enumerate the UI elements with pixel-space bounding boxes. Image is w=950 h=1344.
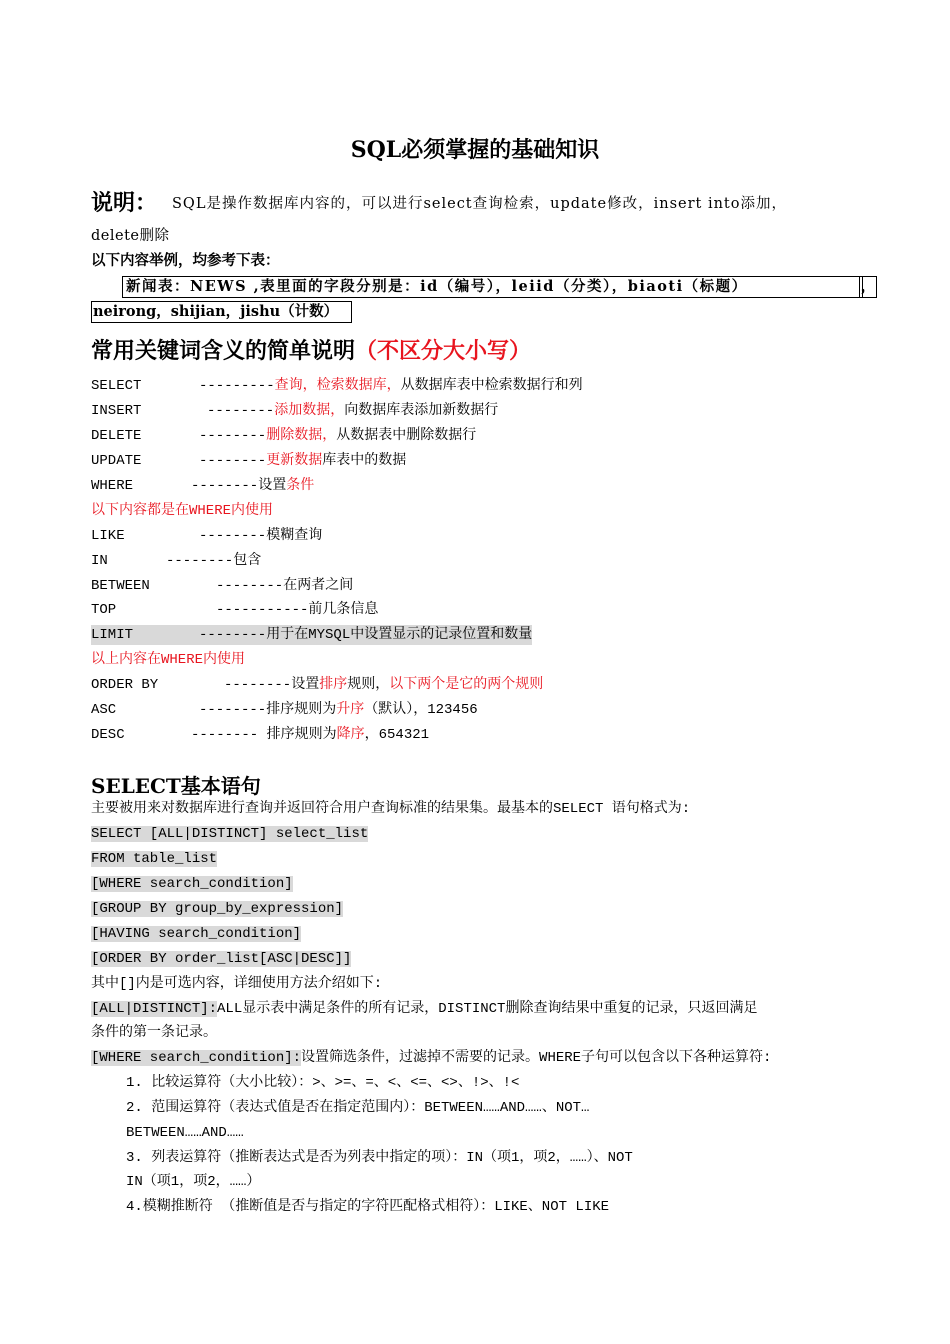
keyword-dash: -------- [166, 553, 234, 569]
optional-note: 其中[]内是可选内容，详细使用方法介绍如下: [91, 976, 383, 992]
keyword-row-update [91, 451, 406, 471]
all-distinct-line-2: 条件的第一条记录。 [91, 1025, 217, 1041]
keyword-dash: -------- [199, 528, 267, 544]
operator-item: 2. 范围运算符（表达式值是否在指定范围内）：BETWEEN……AND……、NOT… [126, 1100, 590, 1116]
keywords-heading-text: 常用关键词含义的简单说明 [91, 338, 356, 364]
keyword-red-text: 查询，检索数据库， [274, 378, 401, 394]
syntax-line-text: [ORDER BY order_list[ASC|DESC]] [91, 951, 352, 967]
intro-note: 以下内容举例，均参考下表： [91, 252, 280, 269]
syntax-line-text: FROM table_list [91, 851, 218, 867]
keyword-name: DELETE [91, 428, 142, 444]
intro-text-line1: SQL是操作数据库内容的，可以进行select查询检索，update修改，insert into添加， [172, 196, 787, 212]
keyword-row-where [91, 476, 314, 496]
table-description-tail: ， [859, 276, 877, 298]
keyword-name: INSERT [91, 403, 142, 419]
keyword-desc: 设置 [291, 677, 320, 693]
keyword-dash: -------- [216, 578, 284, 594]
syntax-line [91, 899, 343, 919]
syntax-line-text: SELECT [ALL|DISTINCT] select_list [91, 826, 369, 842]
keyword-desc: 从数据库表中检索数据行和列 [400, 378, 583, 394]
keyword-desc: 在两者之间 [283, 578, 354, 594]
keyword-name: IN [91, 553, 108, 569]
keyword-desc: 库表中的数据 [322, 453, 407, 469]
keyword-row-order-by [91, 675, 543, 695]
keyword-row-between [91, 576, 353, 596]
keyword-row-limit [91, 625, 532, 645]
keyword-desc: 包含 [233, 553, 262, 569]
outside-where-note: 以上内容在WHERE内使用 [91, 652, 246, 668]
keyword-red-text: 条件 [286, 478, 315, 494]
keyword-name: WHERE [91, 478, 134, 494]
keyword-name: SELECT [91, 378, 142, 394]
syntax-line [91, 924, 301, 944]
keyword-name: ORDER BY [91, 677, 159, 693]
keyword-desc: 前几条信息 [308, 602, 379, 618]
syntax-line-text: [WHERE search_condition] [91, 876, 293, 892]
keyword-name: BETWEEN [91, 578, 150, 594]
syntax-line-text: [GROUP BY group_by_expression] [91, 901, 344, 917]
operator-item: 1. 比较运算符（大小比较）：>、>=、=、<、<=、<>、!>、!< [126, 1075, 520, 1091]
keyword-row-insert [91, 401, 498, 421]
select-heading: SELECT基本语句 [91, 774, 261, 798]
all-distinct-code: [ALL|DISTINCT]: [91, 1001, 218, 1017]
page-title: SQL必须掌握的基础知识 [350, 137, 600, 163]
syntax-line [91, 824, 368, 844]
syntax-line-text: [HAVING search_condition] [91, 926, 302, 942]
keyword-red-text: 排序 [319, 677, 348, 693]
keyword-name: DESC [91, 727, 125, 743]
keyword-dash: ----------- [216, 602, 309, 618]
keyword-row-like [91, 526, 322, 546]
keyword-red-text: 添加数据， [274, 403, 345, 419]
intro-heading: 说明： [91, 190, 158, 216]
keyword-name: UPDATE [91, 453, 142, 469]
keyword-row-select [91, 376, 583, 396]
keywords-heading-note: （不区分大小写） [355, 338, 532, 364]
keyword-desc: 排序规则为 [266, 702, 337, 718]
where-note: 以下内容都是在WHERE内使用 [91, 503, 274, 519]
keyword-desc-tail: （默认），123456 [364, 702, 478, 718]
keyword-red-text: 更新数据 [266, 453, 323, 469]
keyword-dash: --------- [199, 378, 275, 394]
keyword-desc: 用于在MYSQL中设置显示的记录位置和数量 [266, 627, 533, 643]
keyword-red-text: 删除数据， [266, 428, 337, 444]
keyword-dash: -------- [191, 478, 259, 494]
keyword-dash: -------- [199, 428, 267, 444]
operator-item: 4.模糊推断符 （推断值是否与指定的字符匹配格式相符）：LIKE、NOT LIKE [126, 1199, 610, 1215]
table-description-fields: neirong，shijian，jishu（计数） [91, 301, 352, 323]
where-clause-line [91, 1048, 771, 1068]
keyword-name: ASC [91, 702, 117, 718]
keyword-desc-tail: ，654321 [364, 727, 430, 743]
keyword-desc: 从数据表中删除数据行 [336, 428, 477, 444]
syntax-line [91, 874, 293, 894]
keyword-desc: 排序规则为 [266, 727, 337, 743]
keyword-dash: -------- [199, 702, 267, 718]
keyword-dash: -------- [224, 677, 292, 693]
syntax-line [91, 849, 217, 869]
keyword-row-delete [91, 426, 476, 446]
keywords-heading [91, 334, 531, 365]
where-clause-text: 设置筛选条件，过滤掉不需要的记录。WHERE子句可以包含以下各种运算符: [301, 1050, 772, 1066]
intro-text-line2: delete删除 [91, 228, 170, 244]
operator-item-continued: BETWEEN……AND…… [126, 1125, 244, 1141]
keyword-name: LIKE [91, 528, 125, 544]
keyword-desc: 模糊查询 [266, 528, 323, 544]
keyword-red-text-2: 以下两个是它的两个规则 [389, 677, 544, 693]
keyword-dash: -------- [191, 727, 267, 743]
keyword-row-in [91, 551, 261, 571]
all-distinct-text: ALL显示表中满足条件的所有记录，DISTINCT删除查询结果中重复的记录，只返回满足 [217, 1001, 758, 1017]
keyword-name: LIMIT [91, 627, 134, 643]
all-distinct-line [91, 999, 757, 1019]
keyword-desc-mid: 规则， [347, 677, 390, 693]
keyword-row-desc [91, 725, 429, 745]
keyword-red-text: 升序 [336, 702, 365, 718]
where-clause-code: [WHERE search_condition]: [91, 1050, 302, 1066]
keyword-desc: 向数据库表添加新数据行 [344, 403, 499, 419]
keyword-dash: -------- [199, 453, 267, 469]
keyword-desc: 设置 [258, 478, 287, 494]
keyword-dash: -------- [199, 627, 267, 643]
syntax-line [91, 949, 351, 969]
keyword-row-asc [91, 700, 478, 720]
operator-item-continued: IN（项1，项2，……） [126, 1174, 261, 1190]
keyword-red-text: 降序 [336, 727, 365, 743]
keyword-row-top [91, 600, 378, 620]
select-description: 主要被用来对数据库进行查询并返回符合用户查询标准的结果集。最基本的SELECT 语句格式为: [91, 801, 691, 817]
keyword-name: TOP [91, 602, 117, 618]
operator-item: 3. 列表运算符（推断表达式是否为列表中指定的项）：IN（项1，项2，……）、NOT [126, 1150, 633, 1166]
keyword-dash: -------- [207, 403, 275, 419]
table-description-box: 新闻表：NEWS ,表里面的字段分别是：id（编号），leiid（分类），biaoti（标题） [122, 276, 863, 298]
